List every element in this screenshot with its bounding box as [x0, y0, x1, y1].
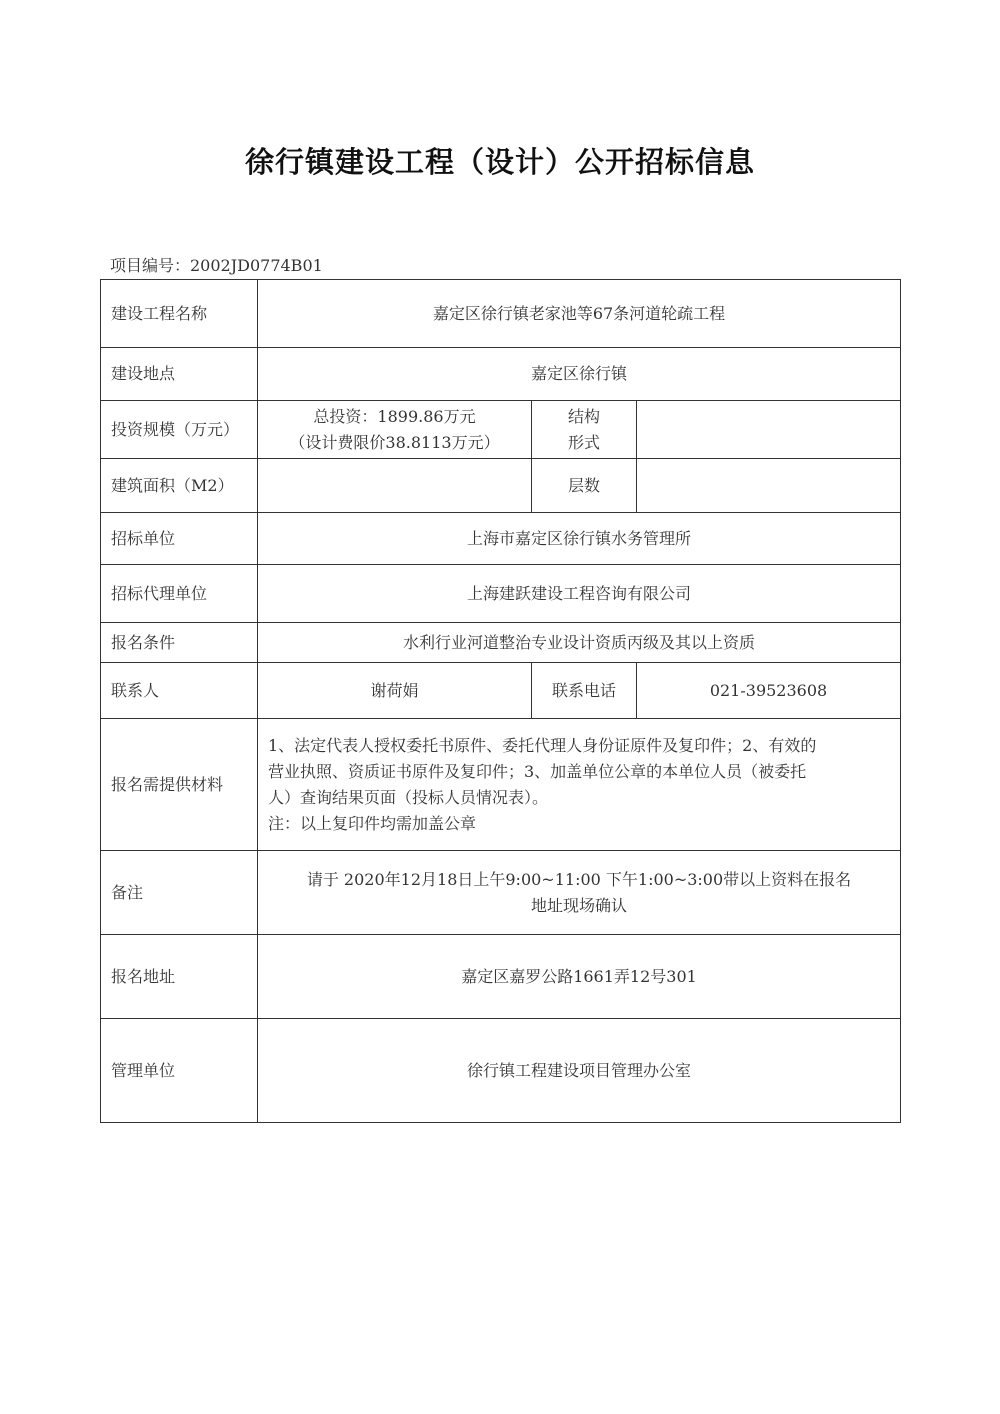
materials-line-3: 人）查询结果页面（投标人员情况表）。: [268, 787, 549, 807]
remarks-value: [258, 851, 901, 935]
table-row-remarks: [101, 851, 901, 935]
structure-value: [637, 401, 901, 459]
floors-label: 层数: [532, 459, 637, 513]
table-row-area: [101, 459, 901, 513]
materials-line-1: 1、法定代表人授权委托书原件、委托代理人身份证原件及复印件；2、有效的: [268, 735, 817, 755]
investment-total: 总投资：1899.86万元: [313, 406, 476, 426]
document-title: 徐行镇建设工程（设计）公开招标信息: [244, 145, 755, 179]
structure-label-line1: 结构: [567, 406, 600, 426]
materials-value: [258, 719, 901, 851]
management-value: 徐行镇工程建设项目管理办公室: [258, 1019, 901, 1123]
materials-line-2: 营业执照、资质证书原件及复印件；3、加盖单位公章的本单位人员（被委托: [268, 761, 807, 781]
materials-label: 报名需提供材料: [101, 719, 258, 851]
table-row-agent-unit: [101, 565, 901, 623]
investment-design-fee: （设计费限价38.8113万元）: [289, 432, 500, 452]
phone-value: 021-39523608: [637, 663, 901, 719]
investment-value: [258, 401, 532, 459]
tender-info-table: [100, 279, 901, 1123]
table-row-tender-unit: [101, 513, 901, 565]
table-row-contact: [101, 663, 901, 719]
phone-label: 联系电话: [532, 663, 637, 719]
location-value: 嘉定区徐行镇: [258, 348, 901, 401]
investment-label: 投资规模（万元）: [101, 401, 258, 459]
contact-label: 联系人: [101, 663, 258, 719]
project-name-value: 嘉定区徐行镇老家池等67条河道轮疏工程: [258, 280, 901, 348]
area-value: [258, 459, 532, 513]
remarks-line-2: 地址现场确认: [531, 895, 628, 915]
table-row-investment: [101, 401, 901, 459]
agent-unit-label: 招标代理单位: [101, 565, 258, 623]
table-row-management: [101, 1019, 901, 1123]
table-row-materials: [101, 719, 901, 851]
remarks-line-1: 请于 2020年12月18日上午9:00~11:00 下午1:00~3:00带以上资料在报名: [306, 869, 852, 889]
floors-value: [637, 459, 901, 513]
project-number: 项目编号：2002JD0774B01: [110, 256, 323, 275]
conditions-label: 报名条件: [101, 623, 258, 663]
address-label: 报名地址: [101, 935, 258, 1019]
location-label: 建设地点: [101, 348, 258, 401]
remarks-label: 备注: [101, 851, 258, 935]
table-row-location: [101, 348, 901, 401]
area-label: 建筑面积（M2）: [101, 459, 258, 513]
contact-value: 谢荷娟: [258, 663, 532, 719]
agent-unit-value: 上海建跃建设工程咨询有限公司: [258, 565, 901, 623]
address-value: 嘉定区嘉罗公路1661弄12号301: [258, 935, 901, 1019]
materials-note: 注：以上复印件均需加盖公章: [268, 813, 477, 833]
structure-label-line2: 形式: [567, 432, 600, 452]
table-row-address: [101, 935, 901, 1019]
table-row-project-name: [101, 280, 901, 348]
conditions-value: 水利行业河道整治专业设计资质丙级及其以上资质: [258, 623, 901, 663]
project-name-label: 建设工程名称: [101, 280, 258, 348]
tender-unit-value: 上海市嘉定区徐行镇水务管理所: [258, 513, 901, 565]
management-label: 管理单位: [101, 1019, 258, 1123]
structure-label: [532, 401, 637, 459]
tender-unit-label: 招标单位: [101, 513, 258, 565]
table-row-conditions: [101, 623, 901, 663]
